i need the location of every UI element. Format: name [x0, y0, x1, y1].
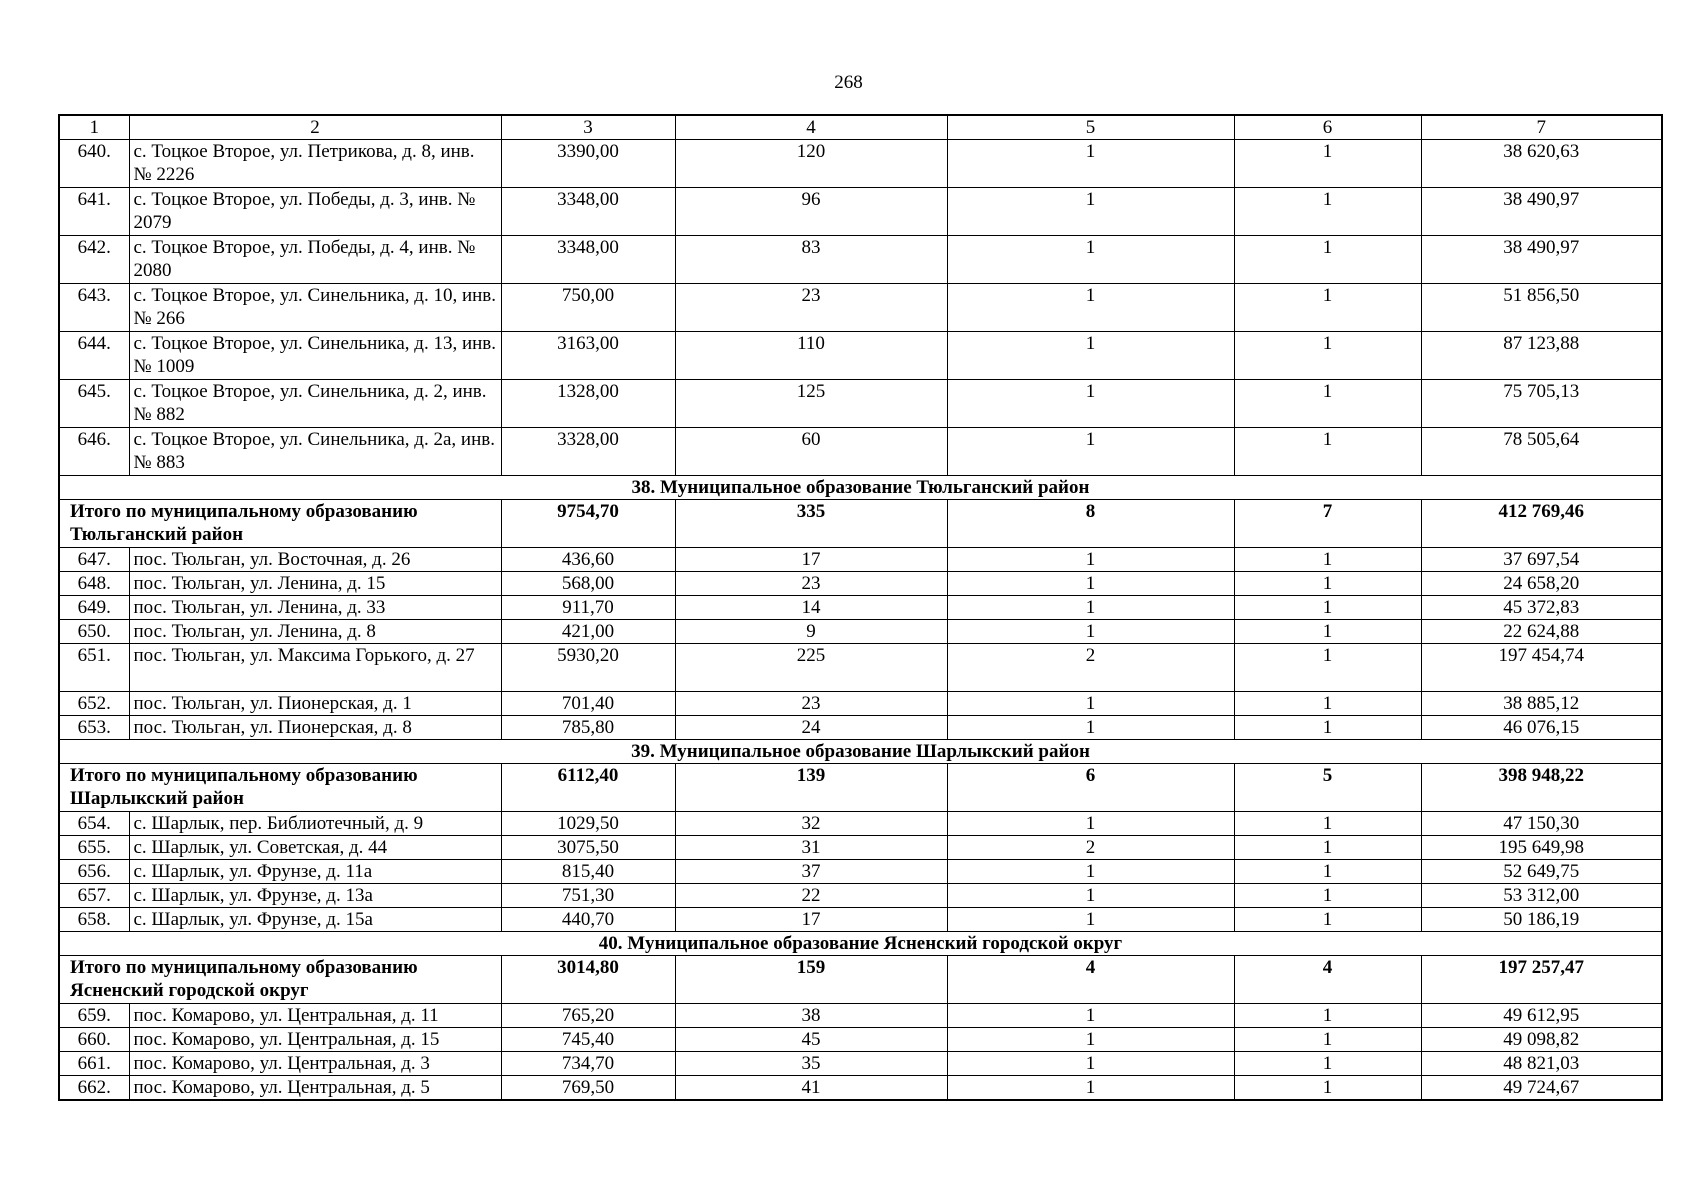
row-count-6: 1	[1234, 188, 1421, 236]
row-cost: 49 612,95	[1421, 1004, 1662, 1028]
row-count-6: 1	[1234, 596, 1421, 620]
row-count-5: 1	[947, 332, 1234, 380]
row-number: 652.	[59, 692, 129, 716]
row-count-5: 1	[947, 620, 1234, 644]
row-count-6: 1	[1234, 860, 1421, 884]
row-count-5: 1	[947, 236, 1234, 284]
row-cost: 87 123,88	[1421, 332, 1662, 380]
row-residents: 60	[675, 428, 947, 476]
row-number: 645.	[59, 380, 129, 428]
row-residents: 9	[675, 620, 947, 644]
row-area: 751,30	[501, 884, 675, 908]
row-cost: 38 490,97	[1421, 188, 1662, 236]
total-count-6: 7	[1234, 500, 1421, 548]
row-area: 3390,00	[501, 140, 675, 188]
table-row	[59, 332, 1662, 380]
row-cost: 45 372,83	[1421, 596, 1662, 620]
row-number: 656.	[59, 860, 129, 884]
row-area: 769,50	[501, 1076, 675, 1101]
section-title: 40. Муниципальное образование Ясненский городской округ	[59, 932, 1662, 956]
row-count-6: 1	[1234, 692, 1421, 716]
row-cost: 48 821,03	[1421, 1052, 1662, 1076]
table-body	[59, 115, 1662, 1100]
table-row	[59, 1052, 1662, 1076]
total-row	[59, 764, 1662, 812]
table-row	[59, 596, 1662, 620]
row-area: 3075,50	[501, 836, 675, 860]
row-cost: 53 312,00	[1421, 884, 1662, 908]
row-address: пос. Комарово, ул. Центральная, д. 15	[129, 1028, 501, 1052]
row-count-6: 1	[1234, 380, 1421, 428]
row-cost: 46 076,15	[1421, 716, 1662, 740]
row-number: 660.	[59, 1028, 129, 1052]
row-area: 911,70	[501, 596, 675, 620]
total-residents: 335	[675, 500, 947, 548]
total-area: 6112,40	[501, 764, 675, 812]
row-residents: 125	[675, 380, 947, 428]
row-count-5: 1	[947, 140, 1234, 188]
total-count-5: 4	[947, 956, 1234, 1004]
row-number: 662.	[59, 1076, 129, 1101]
row-address: с. Тоцкое Второе, ул. Синельника, д. 2а, инв. № 883	[129, 428, 501, 476]
total-count-5: 6	[947, 764, 1234, 812]
row-number: 661.	[59, 1052, 129, 1076]
row-number: 644.	[59, 332, 129, 380]
row-residents: 32	[675, 812, 947, 836]
row-count-5: 1	[947, 908, 1234, 932]
row-number: 646.	[59, 428, 129, 476]
row-count-6: 1	[1234, 884, 1421, 908]
row-count-5: 1	[947, 884, 1234, 908]
row-count-5: 1	[947, 548, 1234, 572]
row-count-6: 1	[1234, 644, 1421, 692]
table-row	[59, 1004, 1662, 1028]
row-residents: 22	[675, 884, 947, 908]
table-row	[59, 236, 1662, 284]
total-cost: 412 769,46	[1421, 500, 1662, 548]
section-header-row	[59, 740, 1662, 764]
row-area: 815,40	[501, 860, 675, 884]
row-cost: 38 885,12	[1421, 692, 1662, 716]
section-title: 38. Муниципальное образование Тюльганский район	[59, 476, 1662, 500]
row-count-5: 2	[947, 644, 1234, 692]
row-cost: 24 658,20	[1421, 572, 1662, 596]
row-number: 658.	[59, 908, 129, 932]
row-address: с. Шарлык, ул. Фрунзе, д. 15а	[129, 908, 501, 932]
row-count-5: 1	[947, 572, 1234, 596]
table-row	[59, 572, 1662, 596]
row-count-6: 1	[1234, 716, 1421, 740]
row-address: пос. Комарово, ул. Центральная, д. 3	[129, 1052, 501, 1076]
row-residents: 23	[675, 284, 947, 332]
row-area: 568,00	[501, 572, 675, 596]
table-row	[59, 836, 1662, 860]
column-number: 2	[129, 115, 501, 140]
row-number: 655.	[59, 836, 129, 860]
row-count-5: 1	[947, 860, 1234, 884]
row-area: 436,60	[501, 548, 675, 572]
row-area: 5930,20	[501, 644, 675, 692]
column-number: 4	[675, 115, 947, 140]
table-row	[59, 1028, 1662, 1052]
row-count-6: 1	[1234, 140, 1421, 188]
row-count-5: 1	[947, 812, 1234, 836]
table-row	[59, 884, 1662, 908]
row-count-5: 1	[947, 1004, 1234, 1028]
row-address: с. Тоцкое Второе, ул. Синельника, д. 2, инв. № 882	[129, 380, 501, 428]
row-area: 3163,00	[501, 332, 675, 380]
row-cost: 49 724,67	[1421, 1076, 1662, 1101]
table-row	[59, 1076, 1662, 1101]
row-address: пос. Тюльган, ул. Максима Горького, д. 27	[129, 644, 501, 692]
row-address: пос. Тюльган, ул. Ленина, д. 15	[129, 572, 501, 596]
row-address: с. Шарлык, ул. Фрунзе, д. 13а	[129, 884, 501, 908]
total-residents: 159	[675, 956, 947, 1004]
row-count-5: 1	[947, 716, 1234, 740]
total-residents: 139	[675, 764, 947, 812]
row-address: пос. Тюльган, ул. Ленина, д. 8	[129, 620, 501, 644]
row-count-6: 1	[1234, 332, 1421, 380]
row-count-5: 1	[947, 284, 1234, 332]
total-cost: 197 257,47	[1421, 956, 1662, 1004]
row-area: 785,80	[501, 716, 675, 740]
column-number: 5	[947, 115, 1234, 140]
row-area: 745,40	[501, 1028, 675, 1052]
row-count-6: 1	[1234, 1004, 1421, 1028]
row-count-5: 1	[947, 1028, 1234, 1052]
table-row	[59, 548, 1662, 572]
row-address: пос. Тюльган, ул. Пионерская, д. 1	[129, 692, 501, 716]
row-count-5: 1	[947, 188, 1234, 236]
row-area: 765,20	[501, 1004, 675, 1028]
total-label: Итого по муниципальному образованию Ясненский городской округ	[59, 956, 501, 1004]
row-count-5: 1	[947, 692, 1234, 716]
table-row	[59, 692, 1662, 716]
table-row	[59, 284, 1662, 332]
total-area: 9754,70	[501, 500, 675, 548]
row-cost: 49 098,82	[1421, 1028, 1662, 1052]
row-residents: 14	[675, 596, 947, 620]
row-cost: 37 697,54	[1421, 548, 1662, 572]
row-cost: 38 620,63	[1421, 140, 1662, 188]
total-cost: 398 948,22	[1421, 764, 1662, 812]
row-number: 643.	[59, 284, 129, 332]
row-count-6: 1	[1234, 620, 1421, 644]
row-address: пос. Комарово, ул. Центральная, д. 5	[129, 1076, 501, 1101]
total-count-6: 4	[1234, 956, 1421, 1004]
total-count-6: 5	[1234, 764, 1421, 812]
row-residents: 35	[675, 1052, 947, 1076]
row-area: 750,00	[501, 284, 675, 332]
row-count-6: 1	[1234, 428, 1421, 476]
row-residents: 38	[675, 1004, 947, 1028]
row-cost: 50 186,19	[1421, 908, 1662, 932]
section-header-row	[59, 932, 1662, 956]
row-residents: 17	[675, 548, 947, 572]
row-count-5: 1	[947, 596, 1234, 620]
row-residents: 24	[675, 716, 947, 740]
row-residents: 225	[675, 644, 947, 692]
column-number: 1	[59, 115, 129, 140]
row-count-5: 2	[947, 836, 1234, 860]
row-number: 648.	[59, 572, 129, 596]
row-number: 657.	[59, 884, 129, 908]
column-number: 3	[501, 115, 675, 140]
row-address: пос. Тюльган, ул. Пионерская, д. 8	[129, 716, 501, 740]
row-residents: 23	[675, 692, 947, 716]
row-residents: 96	[675, 188, 947, 236]
row-address: с. Тоцкое Второе, ул. Синельника, д. 13, инв. № 1009	[129, 332, 501, 380]
total-area: 3014,80	[501, 956, 675, 1004]
row-cost: 75 705,13	[1421, 380, 1662, 428]
row-number: 650.	[59, 620, 129, 644]
row-count-6: 1	[1234, 908, 1421, 932]
row-number: 651.	[59, 644, 129, 692]
table-row	[59, 188, 1662, 236]
row-number: 642.	[59, 236, 129, 284]
row-address: пос. Комарово, ул. Центральная, д. 11	[129, 1004, 501, 1028]
table-row	[59, 716, 1662, 740]
row-residents: 110	[675, 332, 947, 380]
table-row	[59, 860, 1662, 884]
section-title: 39. Муниципальное образование Шарлыкский район	[59, 740, 1662, 764]
table-row	[59, 428, 1662, 476]
row-cost: 197 454,74	[1421, 644, 1662, 692]
row-address: с. Шарлык, ул. Фрунзе, д. 11а	[129, 860, 501, 884]
row-cost: 78 505,64	[1421, 428, 1662, 476]
row-count-6: 1	[1234, 1052, 1421, 1076]
row-number: 641.	[59, 188, 129, 236]
table-row	[59, 812, 1662, 836]
row-area: 1328,00	[501, 380, 675, 428]
table-row	[59, 140, 1662, 188]
row-address: пос. Тюльган, ул. Восточная, д. 26	[129, 548, 501, 572]
row-number: 647.	[59, 548, 129, 572]
row-residents: 31	[675, 836, 947, 860]
row-count-6: 1	[1234, 236, 1421, 284]
column-number: 7	[1421, 115, 1662, 140]
column-number-row	[59, 115, 1662, 140]
section-header-row	[59, 476, 1662, 500]
row-address: с. Тоцкое Второе, ул. Петрикова, д. 8, инв. № 2226	[129, 140, 501, 188]
row-address: с. Тоцкое Второе, ул. Победы, д. 4, инв. № 2080	[129, 236, 501, 284]
row-address: с. Шарлык, пер. Библиотечный, д. 9	[129, 812, 501, 836]
total-row	[59, 500, 1662, 548]
row-residents: 83	[675, 236, 947, 284]
row-area: 421,00	[501, 620, 675, 644]
row-area: 734,70	[501, 1052, 675, 1076]
row-area: 3348,00	[501, 188, 675, 236]
page-number: 268	[834, 72, 863, 93]
total-row	[59, 956, 1662, 1004]
row-residents: 45	[675, 1028, 947, 1052]
row-residents: 41	[675, 1076, 947, 1101]
row-count-6: 1	[1234, 812, 1421, 836]
row-cost: 195 649,98	[1421, 836, 1662, 860]
row-count-6: 1	[1234, 284, 1421, 332]
row-area: 701,40	[501, 692, 675, 716]
row-area: 3348,00	[501, 236, 675, 284]
row-number: 653.	[59, 716, 129, 740]
row-count-5: 1	[947, 380, 1234, 428]
row-residents: 37	[675, 860, 947, 884]
row-number: 640.	[59, 140, 129, 188]
row-address: пос. Тюльган, ул. Ленина, д. 33	[129, 596, 501, 620]
registry-table	[58, 114, 1663, 1101]
row-address: с. Тоцкое Второе, ул. Победы, д. 3, инв. № 2079	[129, 188, 501, 236]
row-cost: 22 624,88	[1421, 620, 1662, 644]
row-residents: 17	[675, 908, 947, 932]
row-cost: 51 856,50	[1421, 284, 1662, 332]
row-count-5: 1	[947, 1076, 1234, 1101]
table-row	[59, 620, 1662, 644]
total-label: Итого по муниципальному образованию Тюльганский район	[59, 500, 501, 548]
row-area: 1029,50	[501, 812, 675, 836]
row-count-6: 1	[1234, 548, 1421, 572]
total-label: Итого по муниципальному образованию Шарлыкский район	[59, 764, 501, 812]
row-area: 440,70	[501, 908, 675, 932]
row-residents: 120	[675, 140, 947, 188]
table-row	[59, 908, 1662, 932]
table-row	[59, 644, 1662, 692]
row-count-6: 1	[1234, 1028, 1421, 1052]
row-number: 654.	[59, 812, 129, 836]
total-count-5: 8	[947, 500, 1234, 548]
row-count-5: 1	[947, 1052, 1234, 1076]
row-count-5: 1	[947, 428, 1234, 476]
row-number: 659.	[59, 1004, 129, 1028]
row-cost: 38 490,97	[1421, 236, 1662, 284]
row-cost: 52 649,75	[1421, 860, 1662, 884]
row-area: 3328,00	[501, 428, 675, 476]
row-address: с. Тоцкое Второе, ул. Синельника, д. 10, инв. № 266	[129, 284, 501, 332]
row-address: с. Шарлык, ул. Советская, д. 44	[129, 836, 501, 860]
row-number: 649.	[59, 596, 129, 620]
row-count-6: 1	[1234, 836, 1421, 860]
row-cost: 47 150,30	[1421, 812, 1662, 836]
row-count-6: 1	[1234, 572, 1421, 596]
row-residents: 23	[675, 572, 947, 596]
column-number: 6	[1234, 115, 1421, 140]
table-row	[59, 380, 1662, 428]
row-count-6: 1	[1234, 1076, 1421, 1101]
